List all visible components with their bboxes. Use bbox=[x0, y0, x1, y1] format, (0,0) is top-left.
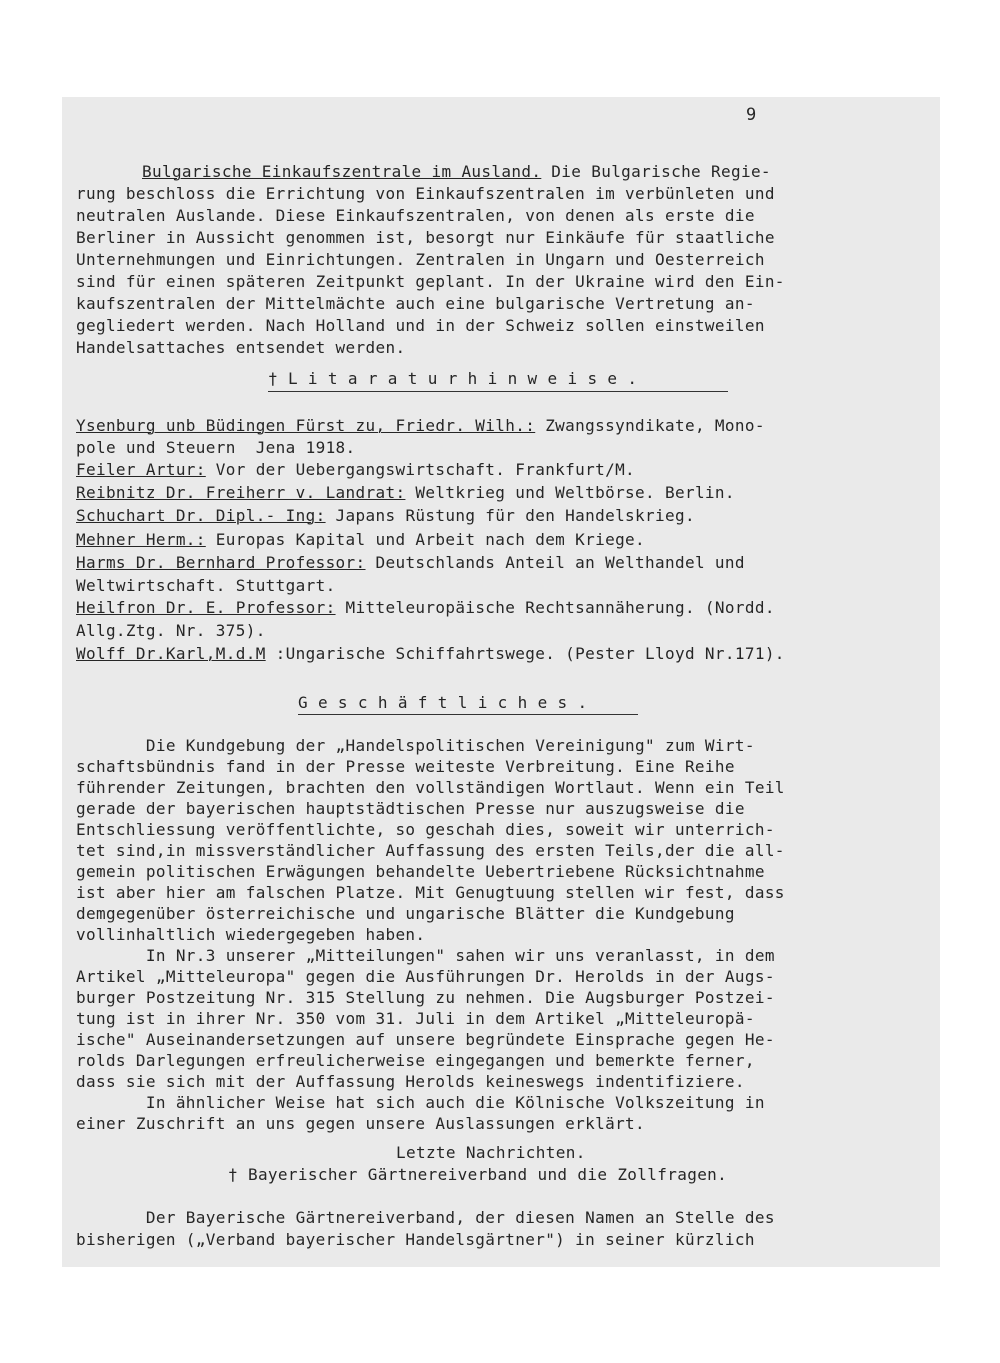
body-line: ische" Auseinandersetzungen auf unsere begründete Einsprache gegen He- bbox=[76, 1030, 775, 1049]
body-line: rolds Darlegungen erfreulicherweise eingegangen und bemerkte ferner, bbox=[76, 1051, 755, 1070]
body-line: In ähnlicher Weise hat sich auch die Kölnische Volkszeitung in bbox=[76, 1093, 765, 1112]
geschaeftliches-heading-rule bbox=[298, 714, 638, 715]
body-line: schaftsbündnis fand in der Presse weiteste Verbreitung. Eine Reihe bbox=[76, 757, 735, 776]
body-line: Die Kundgebung der „Handelspolitischen Vereinigung" zum Wirt- bbox=[76, 736, 755, 755]
body-line: Der Bayerische Gärtnereiverband, der diesen Namen an Stelle des bbox=[76, 1208, 775, 1227]
body-line: dass sie sich mit der Auffassung Herolds keineswegs indentifiziere. bbox=[76, 1072, 745, 1091]
literatur-heading: † L i t a r a t u r h i n w e i s e . bbox=[268, 369, 638, 388]
body-line: einer Zuschrift an uns gegen unsere Auslassungen erklärt. bbox=[76, 1114, 646, 1133]
body-line: führender Zeitungen, brachten den vollständigen Wortlaut. Wenn ein Teil bbox=[76, 778, 785, 797]
entry-author: Ysenburg unb Büdingen Fürst zu, Friedr. Wilh.: bbox=[76, 416, 536, 435]
section1-line: kaufszentralen der Mittelmächte auch eine bulgarische Vertretung an- bbox=[76, 294, 755, 313]
entry-text: Deutschlands Anteil an Welthandel und bbox=[365, 553, 745, 572]
entry-author: Mehner Herm.: bbox=[76, 530, 206, 549]
literatur-entry bbox=[76, 415, 765, 436]
body-line: demgegenüber österreichische und ungarische Blätter die Kundgebung bbox=[76, 904, 735, 923]
body-line: vollinhaltlich wiedergegeben haben. bbox=[76, 925, 426, 944]
body-line: bisherigen („Verband bayerischer Handelsgärtner") in seiner kürzlich bbox=[76, 1230, 755, 1249]
nachrichten-subheading: † Bayerischer Gärtnereiverband und die Zollfragen. bbox=[228, 1165, 728, 1184]
body-line: tet sind,in missverständlicher Auffassung des ersten Teils,der die all- bbox=[76, 841, 785, 860]
body-line: tung ist in ihrer Nr. 350 vom 31. Juli in dem Artikel „Mitteleuropä- bbox=[76, 1009, 755, 1028]
literatur-entry bbox=[76, 552, 745, 573]
body-line: burger Postzeitung Nr. 315 Stellung zu nehmen. Die Augsburger Postzei- bbox=[76, 988, 775, 1007]
entry-author: Wolff Dr.Karl,M.d.M bbox=[76, 644, 266, 663]
section1-line: rung beschloss die Errichtung von Einkaufszentralen im verbünleten und bbox=[76, 184, 775, 203]
entry-text: Mitteleuropäische Rechtsannäherung. (Nordd. bbox=[335, 598, 775, 617]
literatur-entry bbox=[76, 459, 635, 480]
literatur-entry bbox=[76, 529, 645, 550]
entry-text: Weltkrieg und Weltbörse. Berlin. bbox=[405, 483, 735, 502]
section1-line: sind für einen späteren Zeitpunkt geplant. In der Ukraine wird den Ein- bbox=[76, 272, 785, 291]
page-number: 9 bbox=[746, 105, 757, 125]
section1-line: gegliedert werden. Nach Holland und in der Schweiz sollen einstweilen bbox=[76, 316, 765, 335]
body-line: ist aber hier am falschen Platze. Mit Genugtuung stellen wir fest, dass bbox=[76, 883, 785, 902]
literatur-entry-cont: Allg.Ztg. Nr. 375). bbox=[76, 621, 266, 640]
entry-text: :Ungarische Schiffahrtswege. (Pester Lloyd Nr.171). bbox=[265, 644, 785, 663]
section1-line: neutralen Auslande. Diese Einkaufszentralen, von denen als erste die bbox=[76, 206, 755, 225]
literatur-entry bbox=[76, 597, 775, 618]
section1-line: Handelsattaches entsendet werden. bbox=[76, 338, 406, 357]
section1-first-line bbox=[142, 161, 771, 182]
entry-text: Europas Kapital und Arbeit nach dem Kriege. bbox=[205, 530, 646, 549]
document-page bbox=[62, 97, 940, 1267]
body-line: gerade der bayerischen hauptstädtischen Presse nur auszugsweise die bbox=[76, 799, 745, 818]
body-line: In Nr.3 unserer „Mitteilungen" sahen wir uns veranlasst, in dem bbox=[76, 946, 775, 965]
section1-first-line-rest: Die Bulgarische Regie- bbox=[541, 162, 771, 181]
literatur-entry bbox=[76, 505, 695, 526]
body-line: Entschliessung veröffentlichte, so geschah dies, soweit wir unterrich- bbox=[76, 820, 775, 839]
nachrichten-heading: Letzte Nachrichten. bbox=[396, 1143, 586, 1162]
body-line: Artikel „Mitteleuropa" gegen die Ausführungen Dr. Herolds in der Augs- bbox=[76, 967, 775, 986]
body-line: gemein politischen Erwägungen behandelte Uebertriebene Rücksichtnahme bbox=[76, 862, 765, 881]
entry-text: Zwangssyndikate, Mono- bbox=[535, 416, 765, 435]
entry-text: Japans Rüstung für den Handelskrieg. bbox=[325, 506, 695, 525]
section1-line: Berliner in Aussicht genommen ist, besorgt nur Einkäufe für staatliche bbox=[76, 228, 775, 247]
literatur-entry-cont: Weltwirtschaft. Stuttgart. bbox=[76, 576, 336, 595]
entry-author: Heilfron Dr. E. Professor: bbox=[76, 598, 336, 617]
entry-author: Harms Dr. Bernhard Professor: bbox=[76, 553, 366, 572]
entry-text: Vor der Uebergangswirtschaft. Frankfurt/M. bbox=[205, 460, 636, 479]
section1-line: Unternehmungen und Einrichtungen. Zentralen in Ungarn und Oesterreich bbox=[76, 250, 765, 269]
literatur-entry bbox=[76, 482, 735, 503]
literatur-entry-cont: pole und Steuern Jena 1918. bbox=[76, 438, 356, 457]
section1-title: Bulgarische Einkaufszentrale im Ausland. bbox=[142, 162, 542, 181]
literatur-heading-rule bbox=[268, 391, 728, 392]
entry-author: Reibnitz Dr. Freiherr v. Landrat: bbox=[76, 483, 406, 502]
entry-author: Feiler Artur: bbox=[76, 460, 206, 479]
entry-author: Schuchart Dr. Dipl.- Ing: bbox=[76, 506, 326, 525]
geschaeftliches-heading: G e s c h ä f t l i c h e s . bbox=[298, 693, 588, 712]
literatur-entry bbox=[76, 643, 785, 664]
